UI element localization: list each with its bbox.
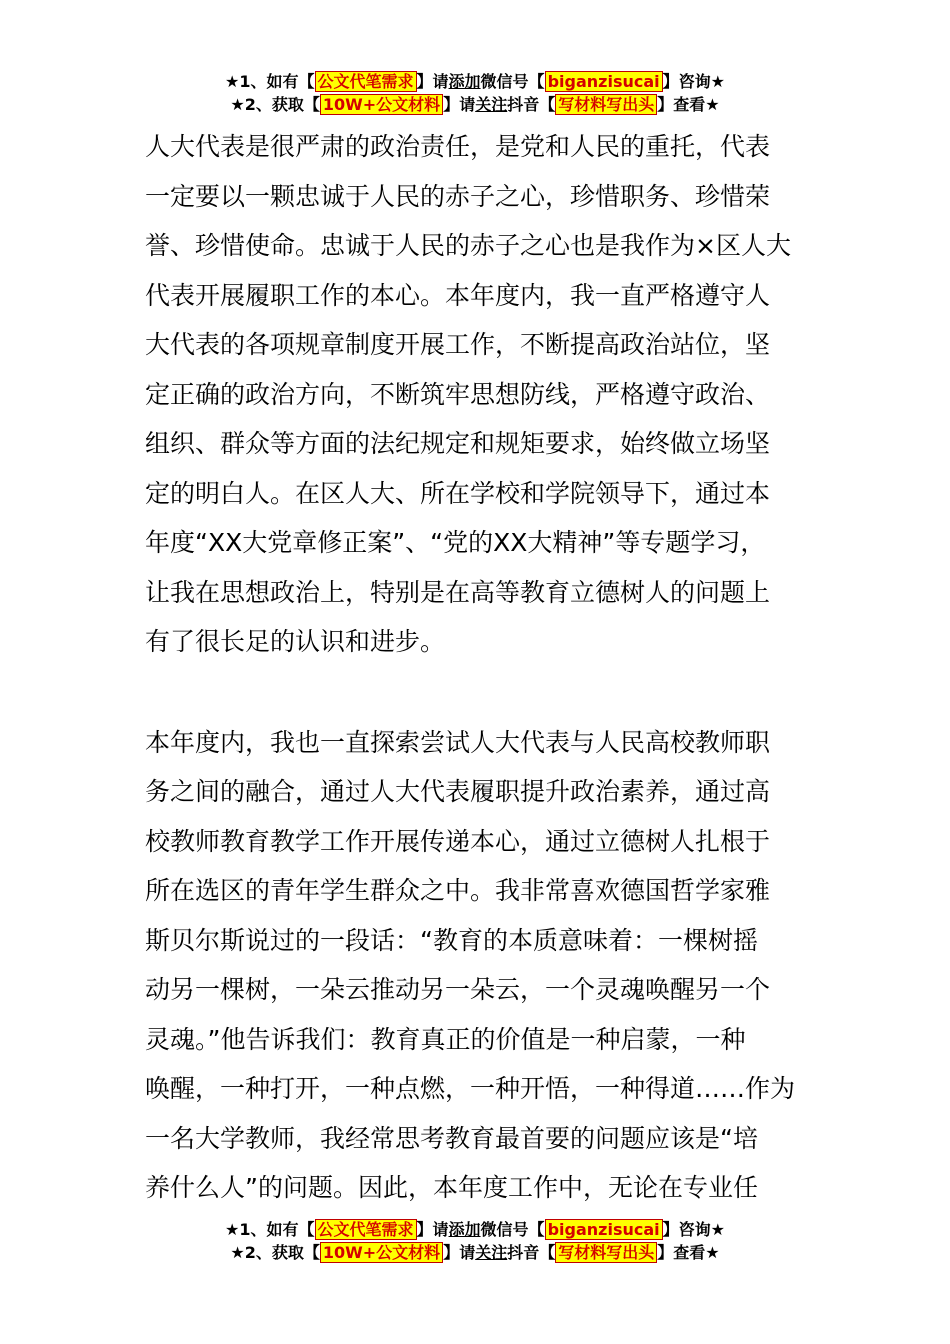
highlight-materials: 10W+公文材料 <box>320 94 443 115</box>
paragraph-2: 本年度内，我也一直探索尝试人大代表与人民高校教师职 务之间的融合，通过人大代表履职提升政治素养，通过高 校教师教育教学工作开展传递本心，通过立德树人扎根于 所在选区的青年学生群众之中。我非常喜欢德国哲学家雅 斯贝尔斯说过的一段话：“教育的本质意味着：一棵树摇 动另一棵树，一朵云推动另一朵云，一个灵魂唤醒另一个 灵魂。”他告诉我们：教育真正的价值是一种启蒙，一种 唤醒，一种打开，一种点燃，一种开悟，一种得道……作为 一名大学教师，我经常思考教育最首要的问题应该是“培 养什么人”的问题。因此，本年度工作中，无论在专业任 <box>145 727 796 1202</box>
highlight-service: 公文代笔需求 <box>315 71 417 92</box>
banner-line-2: ★2、获取【 10W+公文材料 】请关注抖音【 写材料写出头 】查看★ <box>230 95 720 114</box>
paragraph-gap <box>145 667 825 718</box>
banner-line-1: ★1、如有【 公文代笔需求 】请添加微信号【 biganzisucai 】咨询★ <box>225 72 725 91</box>
highlight-wechat-id: biganzisucai <box>545 1219 663 1240</box>
highlight-wechat-id: biganzisucai <box>545 71 663 92</box>
header-banner <box>0 70 950 116</box>
banner-line-2: ★2、获取【 10W+公文材料 】请关注抖音【 写材料写出头 】查看★ <box>230 1243 720 1262</box>
highlight-douyin: 写材料写出头 <box>555 1242 657 1263</box>
banner-line-1: ★1、如有【 公文代笔需求 】请添加微信号【 biganzisucai 】咨询★ <box>225 1220 725 1239</box>
highlight-douyin: 写材料写出头 <box>555 94 657 115</box>
highlight-service: 公文代笔需求 <box>315 1219 417 1240</box>
footer-banner <box>0 1218 950 1264</box>
paragraph-1: 人大代表是很严肃的政治责任，是党和人民的重托，代表 一定要以一颗忠诚于人民的赤子之心，珍惜职务、珍惜荣 誉、珍惜使命。忠诚于人民的赤子之心也是我作为×区人大 代表开展履职工作的本心。本年度内，我一直严格遵守人 大代表的各项规章制度开展工作，不断提高政治站位，坚 定正确的政治方向，不断筑牢思想防线，严格遵守政治、 组织、群众等方面的法纪规定和规矩要求，始终做立场坚 定的明白人。在区人大、所在学校和学院领导下，通过本 年度“XX大党章修正案”、“党的XX大精神”等专题学习， 让我在思想政治上，特别是在高等教育立德树人的问题上 有了很长足的认识和进步。 <box>145 132 791 656</box>
document-body <box>145 122 825 1213</box>
highlight-materials: 10W+公文材料 <box>320 1242 443 1263</box>
